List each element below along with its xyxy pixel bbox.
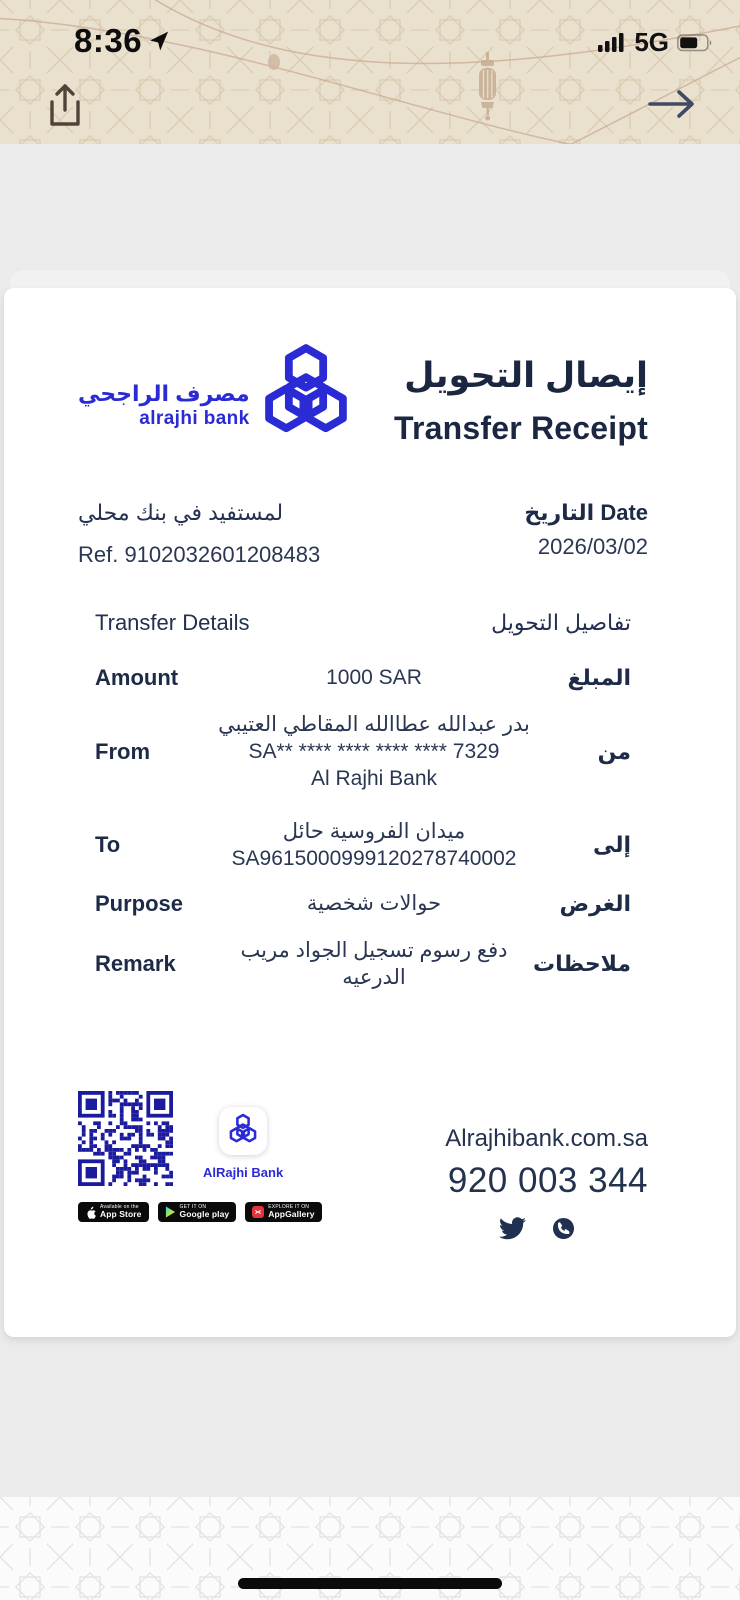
date-value: 2026/03/02 xyxy=(537,534,648,559)
alrajhi-logo xyxy=(78,342,358,452)
row-label-ar: ملاحظات xyxy=(533,951,631,976)
google-play-icon xyxy=(165,1206,176,1218)
app-store-badge xyxy=(78,1202,149,1222)
amount-value: 1000 SAR xyxy=(326,666,422,689)
purpose-value: حوالات شخصية xyxy=(306,892,442,915)
section-header xyxy=(78,610,648,636)
status-icons xyxy=(598,27,714,58)
status-time: 8:36 xyxy=(74,22,143,59)
title-arabic: إيصال التحويل xyxy=(404,356,648,395)
app-caption: AlRajhi Bank xyxy=(203,1165,284,1180)
receipt-card xyxy=(4,288,736,1337)
receipt-footer xyxy=(78,1091,648,1240)
location-arrow-icon xyxy=(148,30,170,52)
share-button[interactable] xyxy=(44,82,86,133)
row-label-en: Purpose xyxy=(95,890,184,916)
social-icons xyxy=(435,1217,638,1240)
forward-button[interactable] xyxy=(646,88,696,123)
appgallery-badge xyxy=(245,1202,321,1222)
apple-icon xyxy=(85,1206,96,1219)
footer-contact xyxy=(445,1125,648,1240)
section-header-en: Transfer Details xyxy=(95,610,250,635)
appgallery-icon xyxy=(252,1206,264,1218)
row-label-ar: المبلغ xyxy=(567,664,631,690)
battery-icon xyxy=(677,34,714,52)
app-promo xyxy=(203,1107,283,1180)
row-amount xyxy=(78,664,648,691)
whatsapp-icon xyxy=(552,1217,575,1240)
beneficiary-block xyxy=(78,500,320,568)
beneficiary-iban: SA9615000999120278740002 xyxy=(231,847,517,870)
sheet-edge xyxy=(10,270,730,288)
qr-code xyxy=(78,1091,173,1186)
remark-value: دفع رسوم تسجيل الجواد مريب الدرعيه xyxy=(240,939,508,989)
wordmark-english: alrajhi bank xyxy=(139,408,250,430)
badge-bottom-text: Google play xyxy=(179,1209,230,1220)
row-label-en: To xyxy=(95,832,121,857)
title-english: Transfer Receipt xyxy=(394,410,648,446)
website: Alrajhibank.com.sa xyxy=(445,1125,648,1152)
section-header-ar: تفاصيل التحويل xyxy=(491,610,631,635)
footer-left xyxy=(78,1091,322,1222)
wordmark-arabic: مصرف الراجحي xyxy=(78,380,250,406)
share-icon xyxy=(44,82,86,130)
date-block xyxy=(524,500,648,560)
status-time-group xyxy=(74,22,170,60)
background-gap-top xyxy=(0,144,740,270)
google-play-badge xyxy=(158,1202,237,1222)
home-indicator[interactable] xyxy=(238,1578,502,1589)
sender-bank: Al Rajhi Bank xyxy=(310,767,438,790)
background-gap-bottom xyxy=(0,1337,740,1497)
row-label-ar: إلى xyxy=(592,832,631,857)
receipt-title xyxy=(394,356,648,447)
row-label-en: From xyxy=(95,738,150,764)
row-purpose xyxy=(78,890,648,917)
row-label-en: Remark xyxy=(95,951,176,976)
row-label-ar: من xyxy=(597,738,631,764)
alrajhi-logo-mark-icon xyxy=(254,342,358,452)
row-label-en: Amount xyxy=(95,664,179,690)
signal-icon xyxy=(598,33,626,53)
sender-account: SA** **** **** **** **** 7329 xyxy=(248,740,500,763)
phone-number: 920 003 344 xyxy=(447,1161,648,1200)
badge-top-text: GET IT ON xyxy=(179,1203,207,1210)
twitter-icon xyxy=(499,1217,526,1240)
meta-row xyxy=(78,500,648,568)
row-to xyxy=(78,818,648,872)
alrajhi-app-icon xyxy=(219,1107,267,1155)
store-badges xyxy=(78,1202,322,1222)
date-label: التاريخ Date xyxy=(524,500,648,525)
row-label-ar: الغرض xyxy=(559,890,631,916)
alrajhi-wordmark xyxy=(78,382,250,430)
badge-top-text: Available on the xyxy=(100,1203,139,1210)
sender-name: بدر عبدالله عطاالله المقاطي العتيبي xyxy=(218,713,530,736)
header xyxy=(0,0,740,144)
bottom-area xyxy=(0,1497,740,1600)
beneficiary-name: ميدان الفروسية حائل xyxy=(282,820,466,843)
reference-number: Ref. 9102032601208483 xyxy=(78,542,321,567)
brand-row xyxy=(78,342,648,452)
badge-bottom-text: AppGallery xyxy=(268,1209,315,1220)
row-from xyxy=(78,711,648,792)
badge-top-text: EXPLORE IT ON xyxy=(268,1203,310,1210)
forward-arrow-icon xyxy=(646,88,696,120)
beneficiary-note: لمستفيد في بنك محلي xyxy=(78,500,284,525)
badge-bottom-text: App Store xyxy=(100,1209,142,1220)
network-label: 5G xyxy=(634,27,669,57)
row-remark xyxy=(78,937,648,991)
